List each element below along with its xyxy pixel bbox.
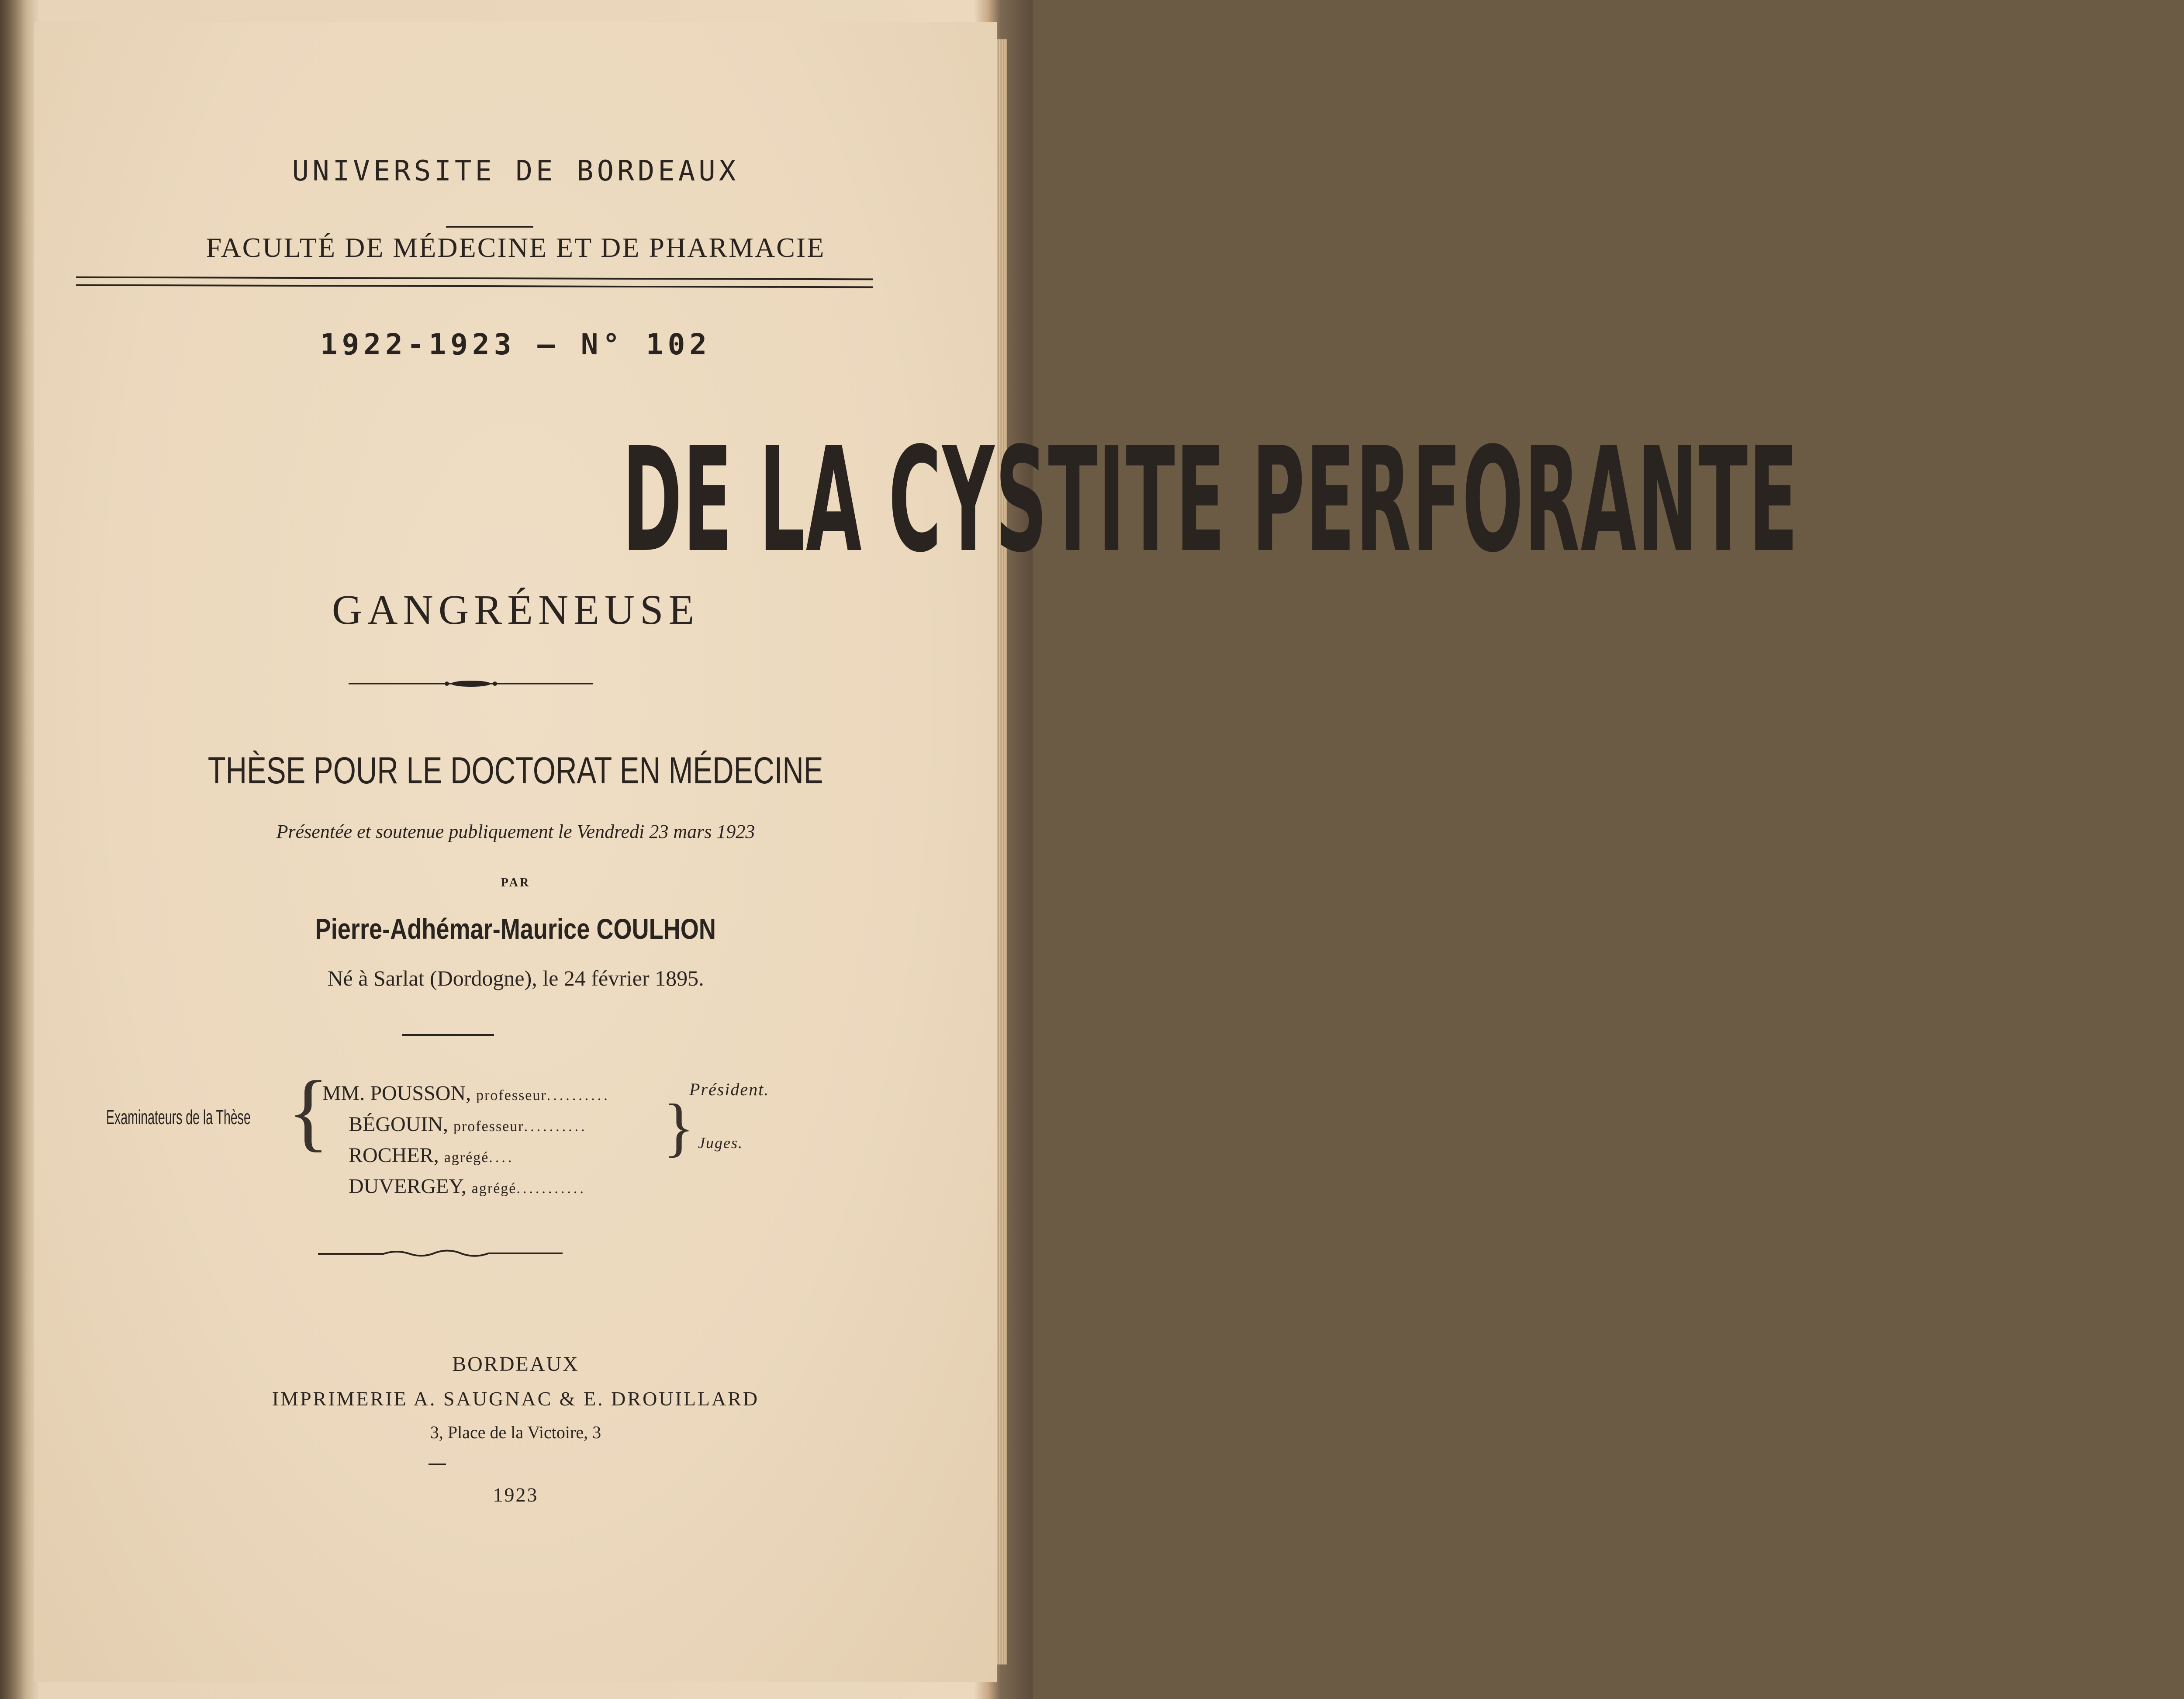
imprint-address: 3, Place de la Victoire, 3 xyxy=(430,1422,601,1442)
par-label: PAR xyxy=(501,876,531,889)
double-rule xyxy=(76,277,873,288)
faculty-name: FACULTÉ DE MÉDECINE ET DE PHARMACIE xyxy=(206,232,826,263)
birth-line: Né à Sarlat (Dordogne), le 24 février 1895. xyxy=(327,966,704,990)
subtitle: GANGRÉNEUSE xyxy=(332,586,700,633)
author-name-text: Pierre-Adhémar-Maurice COULHON xyxy=(315,913,716,945)
thesis-type xyxy=(34,749,997,792)
right-brace: } xyxy=(663,1091,695,1163)
ornament-divider xyxy=(349,677,593,690)
jury-list xyxy=(322,1079,610,1203)
year-and-number: 1922-1923 — N° 102 xyxy=(320,328,712,361)
jury-member: BÉGOUIN, professeur.......... xyxy=(349,1113,587,1136)
main-title xyxy=(34,416,1799,584)
left-brace: { xyxy=(287,1063,329,1160)
wavy-ornament xyxy=(318,1247,563,1260)
imprint-year: 1923 xyxy=(493,1484,539,1506)
imprint-city: BORDEAUX xyxy=(452,1353,579,1376)
president-label: Président. xyxy=(689,1080,770,1099)
examiners-label-text: Examinateurs de la Thèse xyxy=(106,1106,251,1128)
author-name xyxy=(34,912,997,945)
short-rule-2 xyxy=(402,1034,494,1036)
title-page xyxy=(34,22,1799,1682)
main-title-text: DE LA CYSTITE PERFORANTE xyxy=(622,416,1799,584)
imprint-printer: IMPRIMERIE A. SAUGNAC & E. DROUILLARD xyxy=(272,1388,760,1410)
jury-member: MM. POUSSON, professeur.......... xyxy=(322,1082,610,1105)
tiny-rule xyxy=(429,1464,446,1465)
judges-label: Juges. xyxy=(698,1134,743,1152)
thesis-type-text: THÈSE POUR LE DOCTORAT EN MÉDECINE xyxy=(208,750,823,792)
jury-member: DUVERGEY, agrégé........... xyxy=(349,1175,586,1198)
jury-member: ROCHER, agrégé.... xyxy=(349,1144,515,1167)
university-name: UNIVERSITE DE BORDEAUX xyxy=(292,155,740,187)
short-rule xyxy=(446,226,533,228)
presentation-line: Présentée et soutenue publiquement le Vendredi 23 mars 1923 xyxy=(276,821,755,842)
